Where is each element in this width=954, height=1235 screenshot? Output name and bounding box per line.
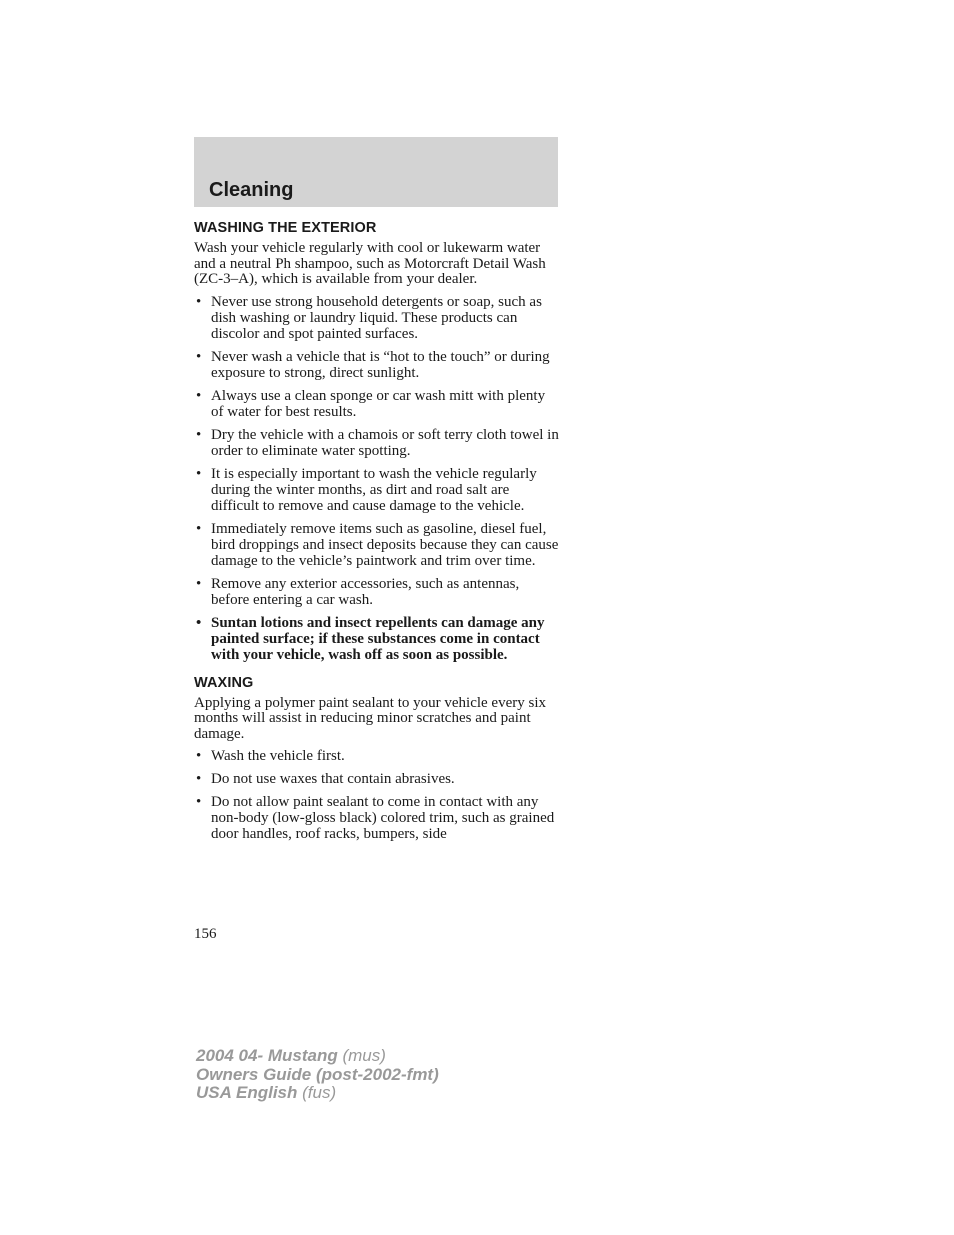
- washing-intro: Wash your vehicle regularly with cool or lukewarm water and a neutral Ph shampoo, such as Motorcraft Detail Wash (ZC-3–A), which is available from your dealer.: [194, 240, 546, 287]
- bullet-icon: •: [196, 293, 202, 310]
- list-item: • Never use strong household detergents or soap, such as dish washing or laundry liquid. These products can discolor and spot painted surfaces.: [196, 293, 542, 342]
- list-item: • Never wash a vehicle that is “hot to the touch” or during exposure to strong, direct sunlight.: [196, 348, 550, 381]
- bullet-icon: •: [196, 771, 202, 787]
- page-content: [194, 220, 560, 849]
- bullet-icon: •: [196, 465, 202, 482]
- list-item: • It is especially important to wash the vehicle regularly during the winter months, as dirt and road salt are difficult to remove and cause damage to the vehicle.: [196, 465, 537, 514]
- footer-line-1: 2004 04- Mustang (mus): [196, 1046, 386, 1065]
- washing-bullet-list: [194, 294, 560, 663]
- bullet-icon: •: [196, 348, 202, 365]
- footer-line-3: USA English (fus): [196, 1083, 337, 1102]
- bullet-icon: •: [196, 575, 202, 592]
- document-footer: [196, 1047, 439, 1103]
- waxing-heading: WAXING: [194, 674, 254, 691]
- section-header-band: [194, 137, 558, 207]
- waxing-intro: Applying a polymer paint sealant to your vehicle every six months will assist in reducing minor scratches and paint damage.: [194, 694, 546, 742]
- list-item: • Immediately remove items such as gasoline, diesel fuel, bird droppings and insect deposits because they can cause damage to the vehicle’s paintwork and trim over time.: [196, 520, 559, 569]
- bullet-icon: •: [196, 387, 202, 404]
- bullet-icon: •: [196, 748, 202, 764]
- washing-heading: WASHING THE EXTERIOR: [194, 220, 377, 236]
- page-number: 156: [194, 926, 217, 942]
- list-item: • Do not use waxes that contain abrasives.: [196, 771, 455, 787]
- footer-line-2: Owners Guide (post-2002-fmt): [196, 1064, 439, 1084]
- list-item: • Wash the vehicle first.: [196, 748, 345, 764]
- list-item: • Always use a clean sponge or car wash mitt with plenty of water for best results.: [196, 387, 546, 420]
- waxing-bullet-list: [194, 748, 560, 842]
- warning-list-item: • Suntan lotions and insect repellents can damage any painted surface; if these substances come in contact with your vehicle, wash off as soon as possible.: [196, 614, 545, 663]
- bullet-icon: •: [196, 794, 202, 810]
- section-title: Cleaning: [209, 179, 294, 201]
- list-item: • Dry the vehicle with a chamois or soft terry cloth towel in order to eliminate water spotting.: [196, 426, 559, 459]
- list-item: • Remove any exterior accessories, such as antennas, before entering a car wash.: [196, 575, 520, 608]
- bullet-icon: •: [196, 520, 202, 537]
- bullet-icon: •: [196, 426, 202, 443]
- list-item: • Do not allow paint sealant to come in contact with any non-body (low-gloss black) colored trim, such as grained door handles, roof racks, bumpers, side: [196, 794, 555, 842]
- bullet-icon: •: [196, 614, 202, 631]
